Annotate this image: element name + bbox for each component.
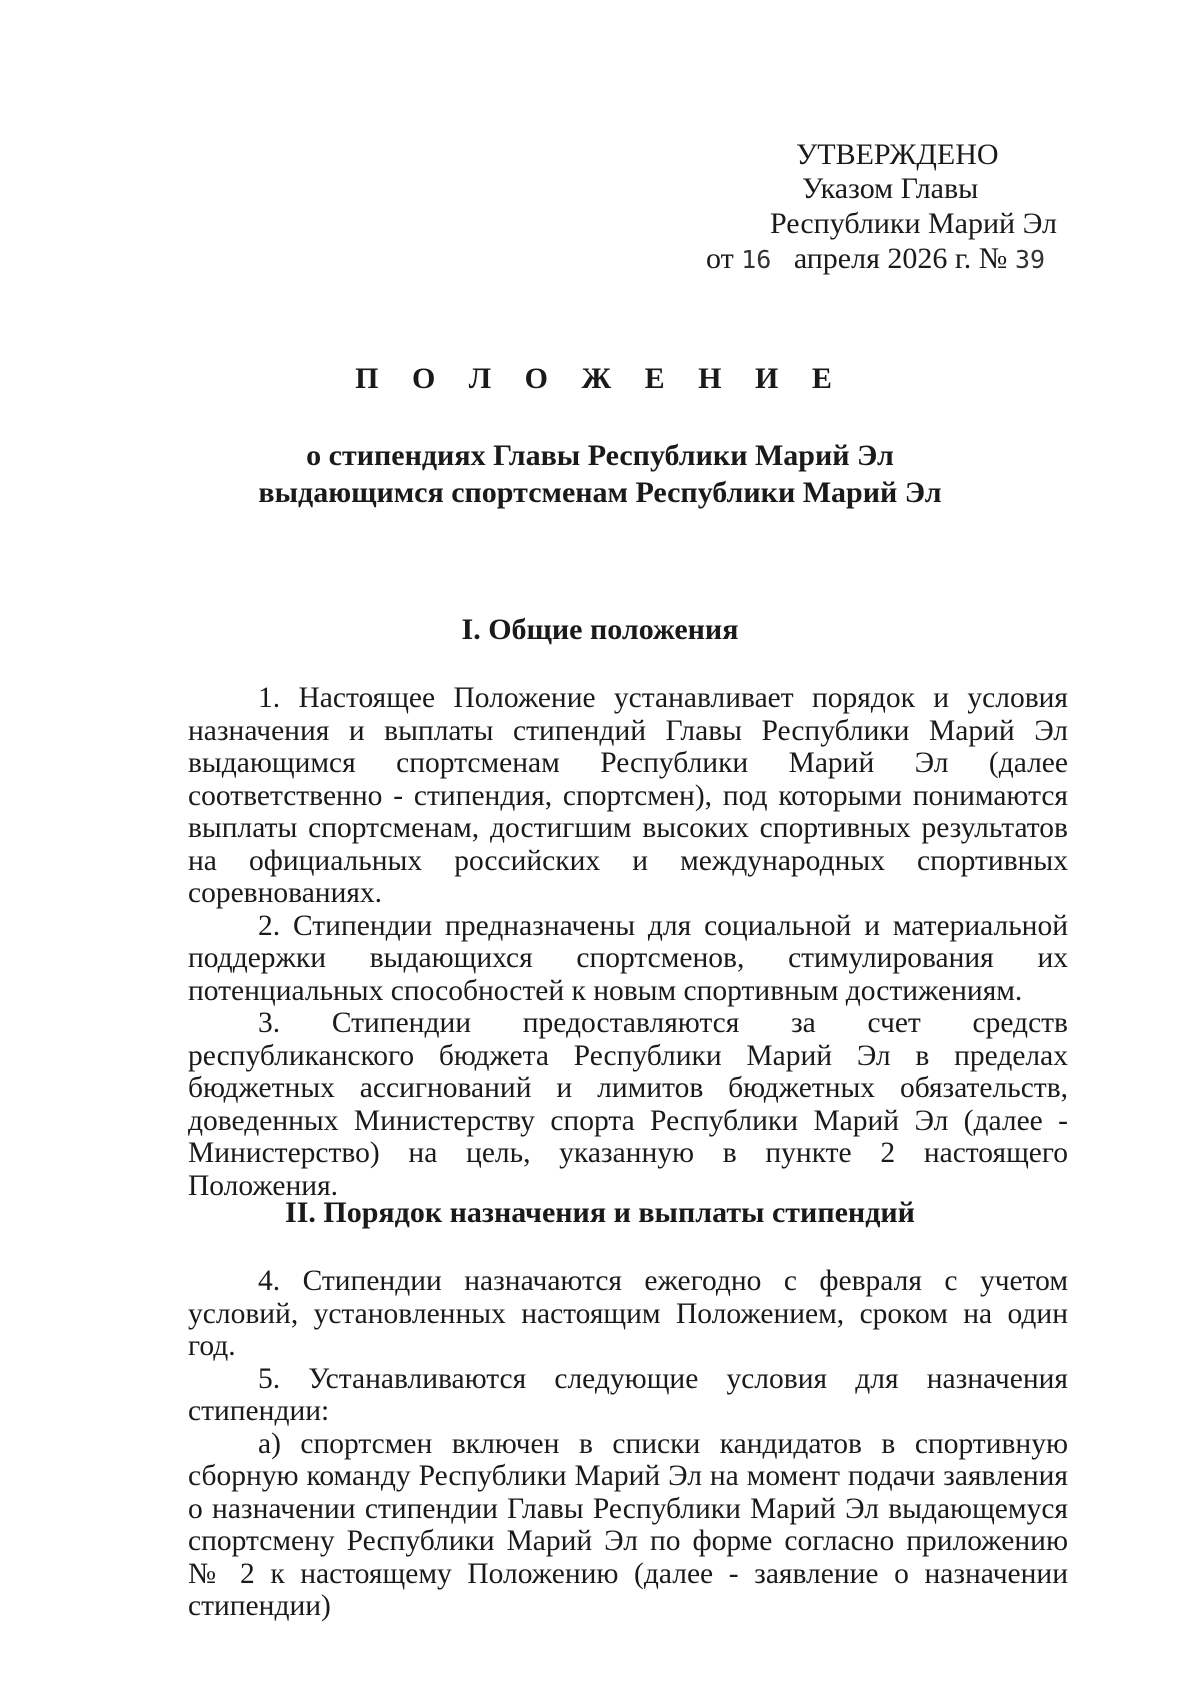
paragraph-5: 5. Устанавливаются следующие условия для назначения стипендии: xyxy=(188,1362,1068,1427)
paragraph-1: 1. Настоящее Положение устанавливает порядок и условия назначения и выплаты стипендий Главы Республики Марий Эл выдающимся спортсменам Республики Марий Эл (далее соответственно - стипендия, спортсмен), под которыми понимаются выплаты спортсменам, достигшим высоких спортивных результатов на официальных российских и международных спортивных соревнованиях. xyxy=(188,682,1068,909)
section-1-body xyxy=(188,682,1068,1202)
decree-number: 39 xyxy=(1014,245,1046,274)
section-1-heading: I. Общие положения xyxy=(461,613,739,646)
subtitle-line-2: выдающимся спортсменам Республики Марий Эл xyxy=(258,476,942,509)
subtitle-line-1: о стипендиях Главы Республики Марий Эл xyxy=(306,439,894,472)
paragraph-3: 3. Стипендии предоставляются за счет средств республиканского бюджета Республики Марий Эл в пределах бюджетных ассигнований и лимитов бюджетных обязательств, доведенных Министерству спорта Республики Марий Эл (далее - Министерство) на цель, указанную в пункте 2 настоящего Положения. xyxy=(188,1007,1068,1202)
date-day: 16 xyxy=(741,245,772,274)
document-subtitle xyxy=(0,437,1200,511)
paragraph-5a: а) спортсмен включен в списки кандидатов в спортивную сборную команду Республики Марий Эл на момент подачи заявления о назначении стипендии Главы Республики Марий Эл выдающемуся спортсмену Республики Марий Эл по форме согласно приложению № 2 к настоящему Положению (далее - заявление о назначении стипендии) xyxy=(188,1427,1068,1622)
approval-date-line xyxy=(706,242,1045,277)
document-title: П О Л О Ж Е Н И Е xyxy=(355,362,845,395)
section-2-heading: II. Порядок назначения и выплаты стипендий xyxy=(285,1196,915,1229)
approval-by: Указом Главы xyxy=(802,172,979,205)
date-prefix: от xyxy=(706,242,734,275)
paragraph-4: 4. Стипендии назначаются ежегодно с февраля с учетом условий, установленных настоящим Положением, сроком на один год. xyxy=(188,1265,1068,1362)
paragraph-2: 2. Стипендии предназначены для социальной и материальной поддержки выдающихся спортсменов, стимулирования их потенциальных способностей к новым спортивным достижениям. xyxy=(188,909,1068,1007)
approval-republic: Республики Марий Эл xyxy=(770,207,1057,240)
approval-status: УТВЕРЖДЕНО xyxy=(796,138,999,171)
section-2-body xyxy=(188,1265,1068,1623)
date-month-year: апреля 2026 г. № xyxy=(793,242,1008,275)
